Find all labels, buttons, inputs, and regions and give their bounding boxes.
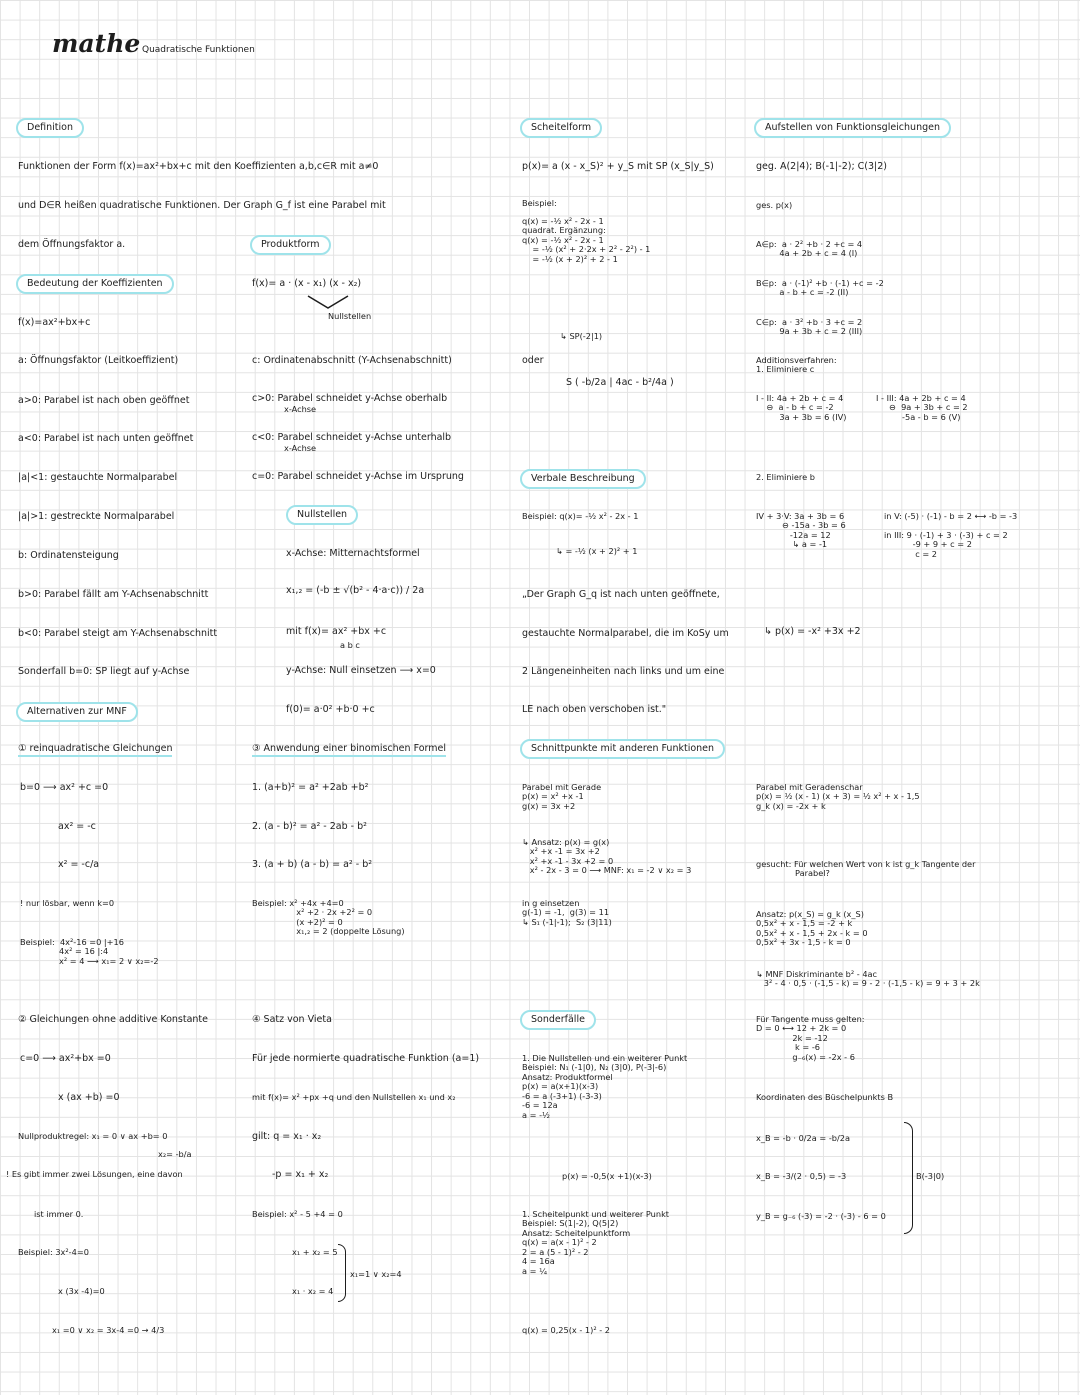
produktform-label: Produktform bbox=[250, 235, 331, 255]
schnitt-block-2: ↳ Ansatz: p(x) = g(x) x² +x -1 = 3x +2 x² +x -1 - 3x +2 = 0 x² - 2x - 3 = 0 ⟶ MNF: x₁ = -2 ∨ x₂ = 3 bbox=[522, 837, 692, 876]
sonder-block-1: 1. Die Nullstellen und ein weiterer Punkt Beispiel: N₁ (-1|0), N₂ (3|0), P(-3|-6) Ansatz: Produktformel p(x) = a(x+1)(x-3) -6 = a (-3+1) (-3-3) -6 = 12a a = -½ bbox=[522, 1053, 688, 1120]
vieta-brace bbox=[338, 1244, 346, 1302]
ohne-example-1: Beispiel: 3x²-4=0 bbox=[18, 1247, 89, 1257]
binom-3: 3. (a + b) (a - b) = a² - b² bbox=[252, 859, 373, 870]
wanted-function: ges. p(x) bbox=[756, 200, 793, 210]
buschelpunkt-brace bbox=[904, 1122, 913, 1234]
schnitt-block-1: Parabel mit Gerade p(x) = x² +x -1 g(x) = 3x +2 bbox=[522, 782, 602, 811]
mnf-abc: a b c bbox=[340, 640, 360, 650]
tangent-discriminant: ↳ MNF Diskriminante b² - 4ac 3² - 4 · 0,5 · (-1,5 - k) = 9 - 2 · (-1,5 - k) = 9 + 3 + 2k bbox=[756, 969, 980, 989]
mnf-title: x-Achse: Mitternachtsformel bbox=[286, 548, 420, 559]
tangent-question: gesucht: Für welchen Wert von k ist g_k Tangente der Parabel? bbox=[756, 859, 976, 879]
tangent-block-1: Parabel mit Geradenschar p(x) = ½ (x - 1) (x + 3) = ½ x² + x - 1,5 g_k (x) = -2x + k bbox=[756, 782, 920, 811]
coef-c-line-1: c: Ordinatenabschnitt (Y-Achsenabschnitt) bbox=[252, 355, 452, 366]
eliminate-b-left: IV + 3·V: 3a + 3b = 6 ⊖ -15a - 3b = 6 -12a = 12 ↳ a = -1 bbox=[756, 511, 846, 550]
eliminate-b-label: 2. Eliminiere b bbox=[756, 472, 815, 482]
alternativen-label: Alternativen zur MNF bbox=[16, 702, 138, 722]
page-subtitle: Quadratische Funktionen bbox=[142, 45, 255, 55]
verbal-example-1: Beispiel: q(x)= -½ x² - 2x - 1 bbox=[522, 511, 639, 521]
final-function: ↳ p(x) = -x² +3x +2 bbox=[764, 626, 861, 637]
verbal-label: Verbale Beschreibung bbox=[520, 469, 646, 489]
checkmark-icon bbox=[306, 294, 350, 310]
addition-method: Additionsverfahren: 1. Eliminiere c bbox=[756, 355, 837, 375]
binom-example: Beispiel: x² +4x +4=0 x² +2 · 2x +2² = 0 (x +2)² = 0 x₁,₂ = 2 (doppelte Lösung) bbox=[252, 898, 405, 937]
verbal-text-4: LE nach oben verschoben ist." bbox=[522, 704, 667, 715]
general-formula: f(x)=ax²+bx+c bbox=[18, 317, 91, 328]
buschelpunkt-result: B(-3|0) bbox=[916, 1171, 945, 1181]
xb-line-1: x_B = -b · 0/2a = -b/2a bbox=[756, 1133, 850, 1143]
schnitt-block-3: in g einsetzen g(-1) = -1, g(3) = 11 ↳ S₁ (-1|-1); S₂ (3|11) bbox=[522, 898, 612, 927]
verbal-text-1: „Der Graph G_q ist nach unten geöffnete, bbox=[522, 589, 720, 600]
coef-c-line-2: c>0: Parabel schneidet y-Achse oberhalb bbox=[252, 393, 448, 404]
binom-title: ③ Anwendung einer binomischen Formel bbox=[252, 744, 446, 757]
rein-line-2: ax² = -c bbox=[58, 821, 96, 832]
coef-b-line-4: Sonderfall b=0: SP liegt auf y-Achse bbox=[18, 666, 190, 677]
coef-b-line-3: b<0: Parabel steigt am Y-Achsenabschnitt bbox=[18, 628, 218, 639]
vieta-line-1: Für jede normierte quadratische Funktion (a=1) bbox=[252, 1053, 480, 1064]
coef-c-line-3b: x-Achse bbox=[284, 443, 317, 453]
produktform-formula: f(x)= a · (x - x₁) (x - x₂) bbox=[252, 278, 362, 289]
page-title: mathe bbox=[52, 29, 141, 58]
sonderfaelle-label: Sonderfälle bbox=[520, 1010, 596, 1030]
definition-line-3: dem Öffnungsfaktor a. bbox=[18, 239, 126, 250]
coef-c-line-2b: x-Achse bbox=[284, 404, 317, 414]
xb-line-2: x_B = -3/(2 · 0,5) = -3 bbox=[756, 1171, 847, 1181]
nullstellen-label: Nullstellen bbox=[286, 505, 358, 525]
binom-2: 2. (a - b)² = a² - 2ab - b² bbox=[252, 821, 367, 832]
tangent-block-2: Ansatz: p(x_S) = g_k (x_S) 0,5x² + x - 1,5 = -2 + k 0,5x² + x - 1,5 + 2x - k = 0 0,5x² + 3x - 1,5 - k = 0 bbox=[756, 909, 868, 948]
coef-b-line-1: b: Ordinatensteigung bbox=[18, 550, 119, 561]
coef-c-line-3: c<0: Parabel schneidet y-Achse unterhalb bbox=[252, 432, 452, 443]
rein-line-3: x² = -c/a bbox=[58, 859, 100, 870]
rein-title: ① reinquadratische Gleichungen bbox=[18, 744, 172, 757]
ohne-line-1: c=0 ⟶ ax²+bx =0 bbox=[20, 1053, 111, 1064]
coef-a-line-3: a<0: Parabel ist nach unten geöffnet bbox=[18, 433, 194, 444]
ohne-line-3: Nullproduktregel: x₁ = 0 ∨ ax +b= 0 bbox=[18, 1131, 168, 1141]
ohne-line-2: x (ax +b) =0 bbox=[58, 1092, 120, 1103]
tangent-block-3: Für Tangente muss gelten: D = 0 ⟷ 12 + 2k = 0 2k = -12 k = -6 g₋₆(x) = -2x - 6 bbox=[756, 1014, 865, 1062]
coef-a-line-5: |a|>1: gestreckte Normalparabel bbox=[18, 511, 175, 522]
definition-line-2: und D∈R heißen quadratische Funktionen. Der Graph G_f ist eine Parabel mit bbox=[18, 200, 386, 211]
buschelpunkt-title: Koordinaten des Büschelpunkts B bbox=[756, 1092, 894, 1102]
coef-c-line-4: c=0: Parabel schneidet y-Achse im Ursprung bbox=[252, 471, 464, 482]
point-b-equation: B∈p: a · (-1)² +b · (-1) +c = -2 a - b + c = -2 (II) bbox=[756, 278, 884, 298]
eliminate-b-right: in V: (-5) · (-1) - b = 2 ⟷ -b = -3 in III: 9 · (-1) + 3 · (-3) + c = 2 -9 + 9 + c = 2 c = 2 bbox=[884, 511, 1018, 559]
sonder-block-2: 1. Scheitelpunkt und weiterer Punkt Beispiel: S(1|-2), Q(5|2) Ansatz: Scheitelpunktform q(x) = a(x - 1)² - 2 2 = a (5 - 1)² - 2 4 = 16a a = ¼ bbox=[522, 1209, 670, 1276]
oder-label: oder bbox=[522, 355, 544, 366]
point-c-equation: C∈p: a · 3² +b · 3 +c = 2 9a + 3b + c = 2 (III) bbox=[756, 317, 863, 337]
definition-label: Definition bbox=[16, 118, 84, 138]
rein-line-1: b=0 ⟶ ax² +c =0 bbox=[20, 782, 109, 793]
scheitelform-label: Scheitelform bbox=[520, 118, 602, 138]
definition-line-1: Funktionen der Form f(x)=ax²+bx+c mit den Koeffizienten a,b,c∈R mit a≠0 bbox=[18, 161, 379, 172]
mnf-with: mit f(x)= ax² +bx +c bbox=[286, 626, 387, 637]
ohne-line-6: ist immer 0. bbox=[34, 1209, 84, 1219]
vieta-title: ④ Satz von Vieta bbox=[252, 1014, 332, 1025]
scheitel-example-label: Beispiel: bbox=[522, 198, 557, 208]
yachse-calc: f(0)= a·0² +b·0 +c bbox=[286, 704, 375, 715]
verbal-example-2: ↳ = -½ (x + 2)² + 1 bbox=[556, 546, 638, 556]
sonder-result-2: q(x) = 0,25(x - 1)² - 2 bbox=[522, 1325, 610, 1335]
point-a-equation: A∈p: a · 2² +b · 2 +c = 4 4a + 2b + c = 4 (I) bbox=[756, 239, 863, 259]
vieta-system-1: x₁ + x₂ = 5 bbox=[292, 1247, 338, 1257]
scheitel-sp-result: ↳ SP(-2|1) bbox=[560, 331, 603, 341]
coef-a-line-1: a: Öffnungsfaktor (Leitkoeffizient) bbox=[18, 355, 179, 366]
scheitelform-formula: p(x)= a (x - x_S)² + y_S mit SP (x_S|y_S) bbox=[522, 161, 714, 172]
verbal-text-2: gestauchte Normalparabel, die im KoSy um bbox=[522, 628, 729, 639]
bedeutung-label: Bedeutung der Koeffizienten bbox=[16, 274, 174, 294]
verbal-text-3: 2 Längeneinheiten nach links und um eine bbox=[522, 666, 725, 677]
ohne-example-2: x (3x -4)=0 bbox=[58, 1286, 105, 1296]
vieta-example: Beispiel: x² - 5 +4 = 0 bbox=[252, 1209, 343, 1219]
vieta-line-4: -p = x₁ + x₂ bbox=[272, 1169, 329, 1180]
ohne-example-3: x₁ =0 ∨ x₂ = 3x-4 =0 → 4/3 bbox=[52, 1325, 165, 1335]
scheitel-example-steps: q(x) = -½ x² - 2x - 1 quadrat. Ergänzung: q(x) = -½ x² - 2x - 1 = -½ (x² + 2·2x + 2² - 2²) - 1 = -½ (x + 2)² + 2 - 1 bbox=[522, 216, 651, 264]
yb-line: y_B = g₋₆ (-3) = -2 · (-3) - 6 = 0 bbox=[756, 1211, 886, 1221]
rein-example: Beispiel: 4x²-16 =0 |+16 4x² = 16 |:4 x² = 4 ⟶ x₁= 2 ∨ x₂=-2 bbox=[20, 937, 159, 966]
vieta-line-2: mit f(x)= x² +px +q und den Nullstellen x₁ und x₂ bbox=[252, 1092, 456, 1102]
given-points: geg. A(2|4); B(-1|-2); C(3|2) bbox=[756, 161, 887, 172]
scheitel-s-formula: S ( -b/2a | 4ac - b²/4a ) bbox=[566, 377, 674, 388]
ohne-line-4: x₂= -b/a bbox=[158, 1149, 192, 1159]
aufstellen-label: Aufstellen von Funktionsgleichungen bbox=[754, 118, 951, 138]
coef-b-line-2: b>0: Parabel fällt am Y-Achsenabschnitt bbox=[18, 589, 209, 600]
ohne-line-5: ! Es gibt immer zwei Lösungen, eine davon bbox=[6, 1169, 183, 1179]
nullstellen-note: Nullstellen bbox=[328, 311, 372, 321]
vieta-system-2: x₁ · x₂ = 4 bbox=[292, 1286, 334, 1296]
eliminate-c-right: I - III: 4a + 2b + c = 4 ⊖ 9a + 3b + c = 2 -5a - b = 6 (V) bbox=[876, 393, 968, 422]
vieta-solution: x₁=1 ∨ x₂=4 bbox=[350, 1269, 402, 1279]
eliminate-c-left: I - II: 4a + 2b + c = 4 ⊖ a - b + c = -2 3a + 3b = 6 (IV) bbox=[756, 393, 847, 422]
vieta-line-3: gilt: q = x₁ · x₂ bbox=[252, 1131, 322, 1142]
coef-a-line-4: |a|<1: gestauchte Normalparabel bbox=[18, 472, 178, 483]
schnittpunkte-label: Schnittpunkte mit anderen Funktionen bbox=[520, 739, 725, 759]
ohne-title: ② Gleichungen ohne additive Konstante bbox=[18, 1014, 208, 1025]
rein-line-4: ! nur lösbar, wenn k=0 bbox=[20, 898, 115, 908]
sonder-result-1: p(x) = -0,5(x +1)(x-3) bbox=[562, 1171, 652, 1181]
mnf-formula: x₁,₂ = (-b ± √(b² - 4·a·c)) / 2a bbox=[286, 585, 425, 596]
coef-a-line-2: a>0: Parabel ist nach oben geöffnet bbox=[18, 395, 190, 406]
binom-1: 1. (a+b)² = a² +2ab +b² bbox=[252, 782, 369, 793]
yachse-line: y-Achse: Null einsetzen ⟶ x=0 bbox=[286, 665, 436, 676]
